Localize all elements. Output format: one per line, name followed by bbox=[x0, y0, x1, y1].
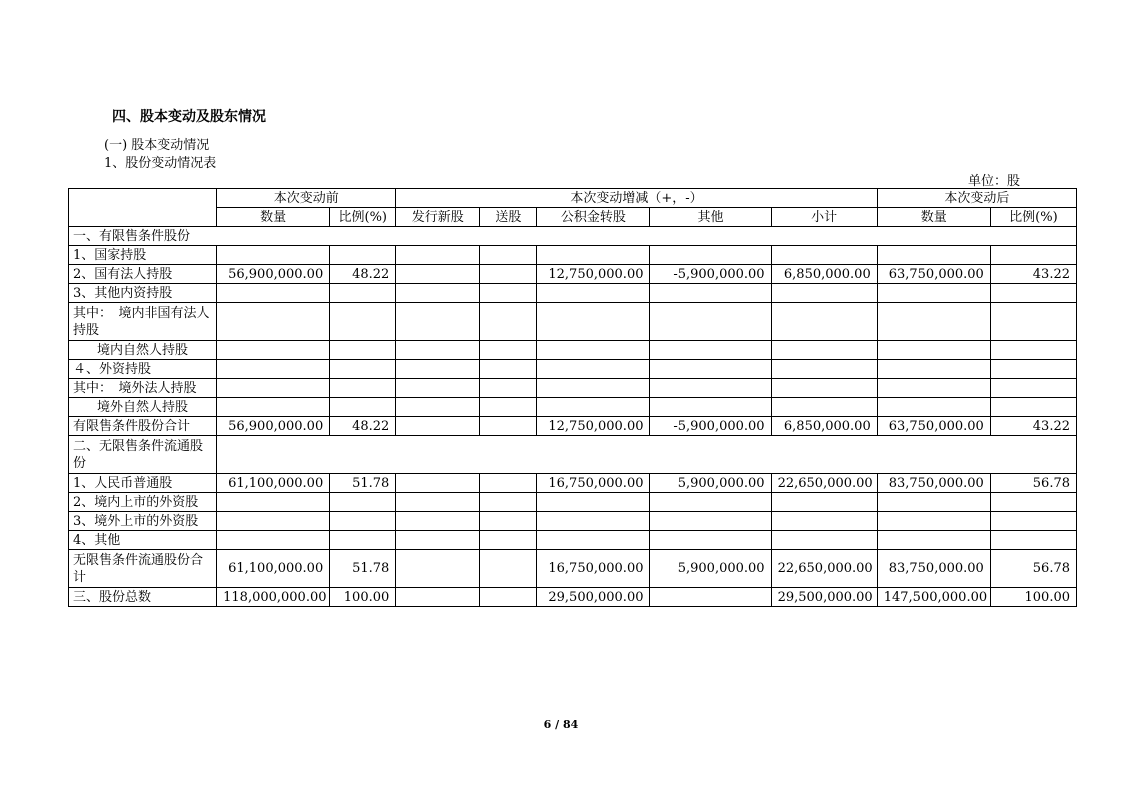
header-qty-after: 数量 bbox=[877, 208, 990, 227]
header-change: 本次变动增减（+，-） bbox=[396, 189, 877, 208]
row-label: 一、有限售条件股份 bbox=[69, 227, 1077, 246]
header-blank bbox=[69, 189, 217, 227]
cell-value bbox=[480, 550, 537, 588]
row-label: 境内自然人持股 bbox=[69, 341, 217, 360]
header-other: 其他 bbox=[650, 208, 771, 227]
cell-value: 63,750,000.00 bbox=[877, 265, 990, 284]
unit-label: 单位：股 bbox=[968, 174, 1021, 189]
cell-value: 29,500,000.00 bbox=[537, 588, 650, 607]
table-row bbox=[69, 341, 1077, 360]
row-label: 三、股份总数 bbox=[69, 588, 217, 607]
cell-value bbox=[480, 265, 537, 284]
cell-value: 100.00 bbox=[330, 588, 396, 607]
cell-value bbox=[396, 474, 480, 493]
table-row bbox=[69, 246, 1077, 265]
header-reserve: 公积金转股 bbox=[537, 208, 650, 227]
table-row bbox=[69, 512, 1077, 531]
cell-value: 48.22 bbox=[330, 265, 396, 284]
row-label: 其中： 境内非国有法人持股 bbox=[69, 303, 217, 341]
cell-value: 147,500,000.00 bbox=[877, 588, 990, 607]
header-ratio-after: 比例(%) bbox=[990, 208, 1076, 227]
cell-value: 61,100,000.00 bbox=[217, 550, 330, 588]
cell-value: 22,650,000.00 bbox=[771, 474, 877, 493]
cell-value: 51.78 bbox=[330, 550, 396, 588]
cell-value: 56.78 bbox=[990, 474, 1076, 493]
cell-value: 29,500,000.00 bbox=[771, 588, 877, 607]
cell-value: 6,850,000.00 bbox=[771, 417, 877, 436]
cell-value: 56,900,000.00 bbox=[217, 265, 330, 284]
row-label: 无限售条件流通股份合计 bbox=[69, 550, 217, 588]
row-label: 2、国有法人持股 bbox=[69, 265, 217, 284]
table-row bbox=[69, 284, 1077, 303]
cell-value: 63,750,000.00 bbox=[877, 417, 990, 436]
table-row bbox=[69, 265, 1077, 284]
table-row bbox=[69, 227, 1077, 246]
header-row-2 bbox=[69, 208, 1077, 227]
cell-value: 12,750,000.00 bbox=[537, 417, 650, 436]
table-row bbox=[69, 417, 1077, 436]
header-before: 本次变动前 bbox=[217, 189, 396, 208]
header-new-issue: 发行新股 bbox=[396, 208, 480, 227]
cell-value: 51.78 bbox=[330, 474, 396, 493]
cell-value: -5,900,000.00 bbox=[650, 417, 771, 436]
cell-value bbox=[396, 588, 480, 607]
cell-value bbox=[650, 588, 771, 607]
cell-value bbox=[480, 417, 537, 436]
table-row bbox=[69, 588, 1077, 607]
cell-value: 43.22 bbox=[990, 265, 1076, 284]
cell-value: 118,000,000.00 bbox=[217, 588, 330, 607]
cell-value bbox=[396, 550, 480, 588]
table-row bbox=[69, 550, 1077, 588]
cell-value: 16,750,000.00 bbox=[537, 550, 650, 588]
table-row bbox=[69, 379, 1077, 398]
table-row bbox=[69, 303, 1077, 341]
cell-value bbox=[396, 265, 480, 284]
cell-value: 83,750,000.00 bbox=[877, 550, 990, 588]
cell-value: 83,750,000.00 bbox=[877, 474, 990, 493]
header-row-1 bbox=[69, 189, 1077, 208]
table-row bbox=[69, 531, 1077, 550]
table-row bbox=[69, 436, 1077, 474]
cell-value bbox=[480, 588, 537, 607]
table-row bbox=[69, 493, 1077, 512]
header-qty: 数量 bbox=[217, 208, 330, 227]
row-label: 3、其他内资持股 bbox=[69, 284, 217, 303]
table-row bbox=[69, 474, 1077, 493]
cell-value: 48.22 bbox=[330, 417, 396, 436]
row-label: 1、人民币普通股 bbox=[69, 474, 217, 493]
cell-value bbox=[480, 474, 537, 493]
cell-value: 12,750,000.00 bbox=[537, 265, 650, 284]
row-label: ４、外资持股 bbox=[69, 360, 217, 379]
header-after: 本次变动后 bbox=[877, 189, 1076, 208]
row-label: 其中： 境外法人持股 bbox=[69, 379, 217, 398]
cell-value: 56.78 bbox=[990, 550, 1076, 588]
page-number: 6 / 84 bbox=[543, 718, 579, 731]
row-label: 2、境内上市的外资股 bbox=[69, 493, 217, 512]
section-title: 四、股本变动及股东情况 bbox=[112, 109, 266, 125]
row-label: 境外自然人持股 bbox=[69, 398, 217, 417]
cell-value: 16,750,000.00 bbox=[537, 474, 650, 493]
cell-value: 22,650,000.00 bbox=[771, 550, 877, 588]
cell-value: 100.00 bbox=[990, 588, 1076, 607]
row-label: 4、其他 bbox=[69, 531, 217, 550]
row-label: 3、境外上市的外资股 bbox=[69, 512, 217, 531]
cell-value: 5,900,000.00 bbox=[650, 474, 771, 493]
cell-value: 6,850,000.00 bbox=[771, 265, 877, 284]
share-change-table bbox=[68, 188, 1077, 607]
subsection-title: (一) 股本变动情况 bbox=[104, 138, 210, 153]
table-title: 1、股份变动情况表 bbox=[104, 156, 217, 171]
header-bonus: 送股 bbox=[480, 208, 537, 227]
cell-value: 5,900,000.00 bbox=[650, 550, 771, 588]
table-row bbox=[69, 398, 1077, 417]
header-subtotal: 小计 bbox=[771, 208, 877, 227]
cell-value: -5,900,000.00 bbox=[650, 265, 771, 284]
cell-value bbox=[396, 417, 480, 436]
row-label: 1、国家持股 bbox=[69, 246, 217, 265]
row-label: 二、无限售条件流通股份 bbox=[69, 436, 217, 474]
row-label: 有限售条件股份合计 bbox=[69, 417, 217, 436]
cell-value: 61,100,000.00 bbox=[217, 474, 330, 493]
table-row bbox=[69, 360, 1077, 379]
header-ratio: 比例(%) bbox=[330, 208, 396, 227]
cell-value: 43.22 bbox=[990, 417, 1076, 436]
cell-value: 56,900,000.00 bbox=[217, 417, 330, 436]
